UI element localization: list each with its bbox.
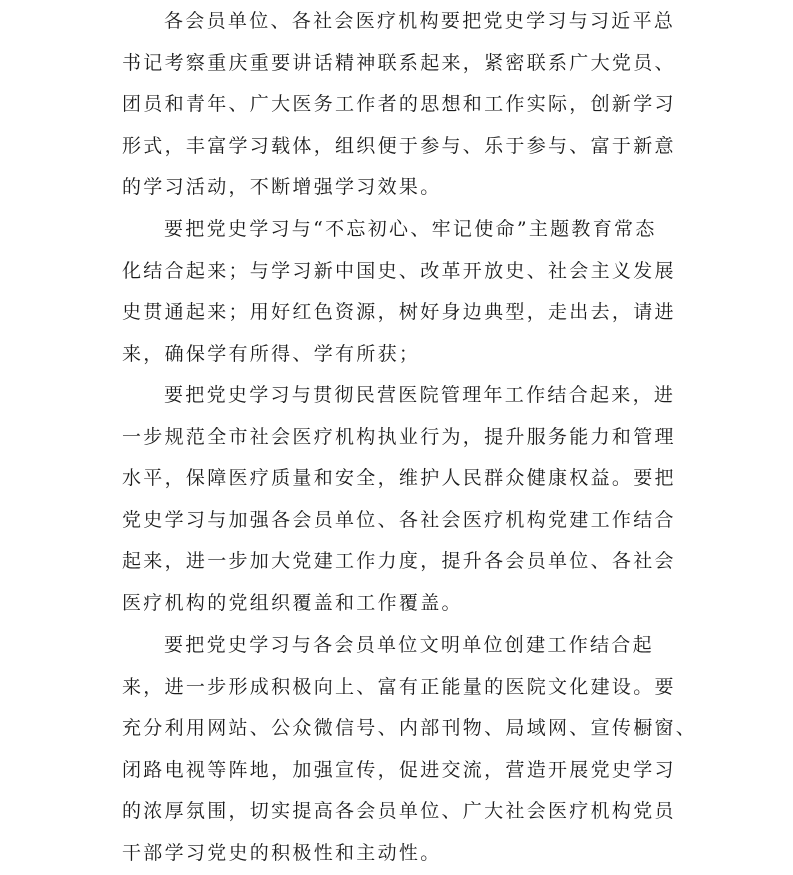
text-line: 形式，丰富学习载体，组织便于参与、乐于参与、富于新意 <box>122 134 676 157</box>
text-line: 要把党史学习与“不忘初心、牢记使命”主题教育常态 <box>164 218 657 240</box>
paragraph-2 <box>122 209 676 375</box>
text-line: 一步规范全市社会医疗机构执业行为，提升服务能力和管理 <box>122 425 676 448</box>
paragraph-4 <box>122 625 697 875</box>
text-line: 史贯通起来；用好红色资源，树好身边典型，走出去，请进 <box>122 301 676 324</box>
text-line: 要把党史学习与贯彻民营医院管理年工作结合起来，进 <box>164 384 676 406</box>
text-line: 要把党史学习与各会员单位文明单位创建工作结合起 <box>164 634 654 656</box>
text-line: 团员和青年、广大医务工作者的思想和工作实际，创新学习 <box>122 93 676 116</box>
text-line: 闭路电视等阵地，加强宣传，促进交流，营造开展党史学习 <box>122 758 676 781</box>
text-line: 干部学习党史的积极性和主动性。 <box>122 841 442 864</box>
paragraph-3 <box>122 375 676 625</box>
text-line: 水平，保障医疗质量和安全，维护人民群众健康权益。要把 <box>122 467 676 490</box>
text-line: 的浓厚氛围，切实提高各会员单位、广大社会医疗机构党员 <box>122 800 676 823</box>
text-line: 各会员单位、各社会医疗机构要把党史学习与习近平总 <box>164 10 676 32</box>
text-line: 来，确保学有所得、学有所获； <box>122 342 421 365</box>
text-line: 来，进一步形成积极向上、富有正能量的医院文化建设。要 <box>122 675 676 698</box>
text-line: 充分利用网站、公众微信号、内部刊物、局域网、宣传橱窗、 <box>122 717 698 740</box>
text-line: 书记考察重庆重要讲话精神联系起来，紧密联系广大党员、 <box>122 51 676 74</box>
text-line: 化结合起来；与学习新中国史、改革开放史、社会主义发展 <box>122 259 676 282</box>
text-line: 医疗机构的党组织覆盖和工作覆盖。 <box>122 591 463 614</box>
text-line: 起来，进一步加大党建工作力度，提升各会员单位、各社会 <box>122 550 676 573</box>
text-line: 的学习活动，不断增强学习效果。 <box>122 176 442 199</box>
text-line: 党史学习与加强各会员单位、各社会医疗机构党建工作结合 <box>122 508 676 531</box>
paragraph-1 <box>122 1 676 209</box>
